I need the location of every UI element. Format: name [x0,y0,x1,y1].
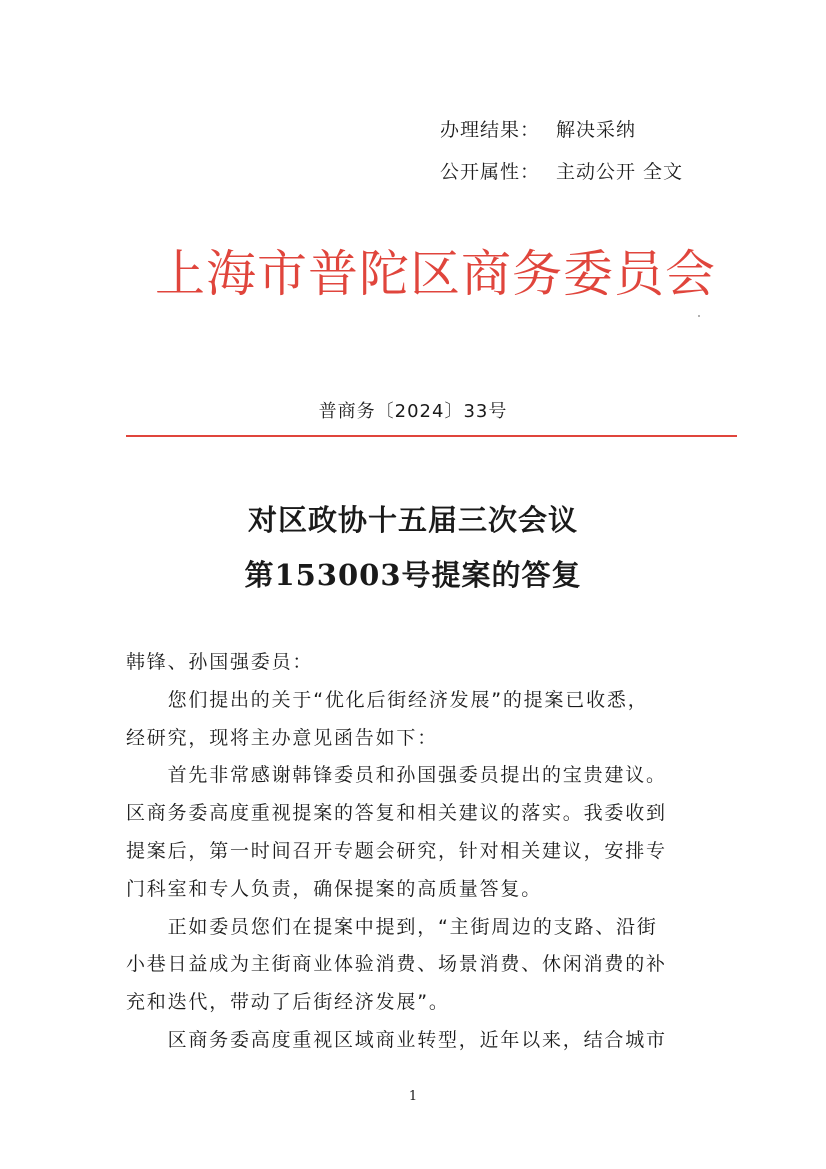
handling-result [440,115,636,142]
disclosure-value: 主动公开 全文 [556,161,684,183]
document-title-line-2: 第153003号提案的答复 [244,558,582,592]
body-line: 提案后，第一时间召开专题会研究，针对相关建议，安排专 [126,839,667,862]
body-line: 门科室和专人负责，确保提案的高质量答复。 [126,877,543,900]
body-line: 充和迭代，带动了后街经济发展”。 [126,991,450,1014]
red-divider [126,435,737,437]
body-line: 正如委员您们在提案中提到，“主街周边的支路、沿街 [126,915,658,938]
body-line: 韩锋、孙国强委员： [126,651,314,673]
body-line: 小巷日益成为主街商业体验消费、场景消费、休闲消费的补 [126,953,667,976]
disclosure-attribute [440,157,683,184]
body-line: 区商务委高度重视区域商业转型，近年以来，结合城市 [126,1028,667,1051]
document-title-line-1: 对区政协十五届三次会议 [247,503,578,537]
organization-letterhead: 上海市普陀区商务委员会 [155,245,716,303]
disclosure-label: 公开属性： [440,161,541,183]
page-number: 1 [408,1089,418,1104]
body-line: 您们提出的关于“优化后街经济发展”的提案已收悉， [126,688,649,711]
scan-speck [698,315,700,317]
document-body [126,644,706,1060]
body-line: 经研究，现将主办意见函告如下： [126,726,439,749]
body-line: 区商务委高度重视提案的答复和相关建议的落实。我委收到 [126,802,667,825]
handling-result-label: 办理结果： [440,119,541,141]
document-number: 普商务〔2024〕33号 [318,401,508,422]
handling-result-value: 解决采纳 [556,119,637,141]
body-line: 首先非常感谢韩锋委员和孙国强委员提出的宝贵建议。 [126,764,667,787]
